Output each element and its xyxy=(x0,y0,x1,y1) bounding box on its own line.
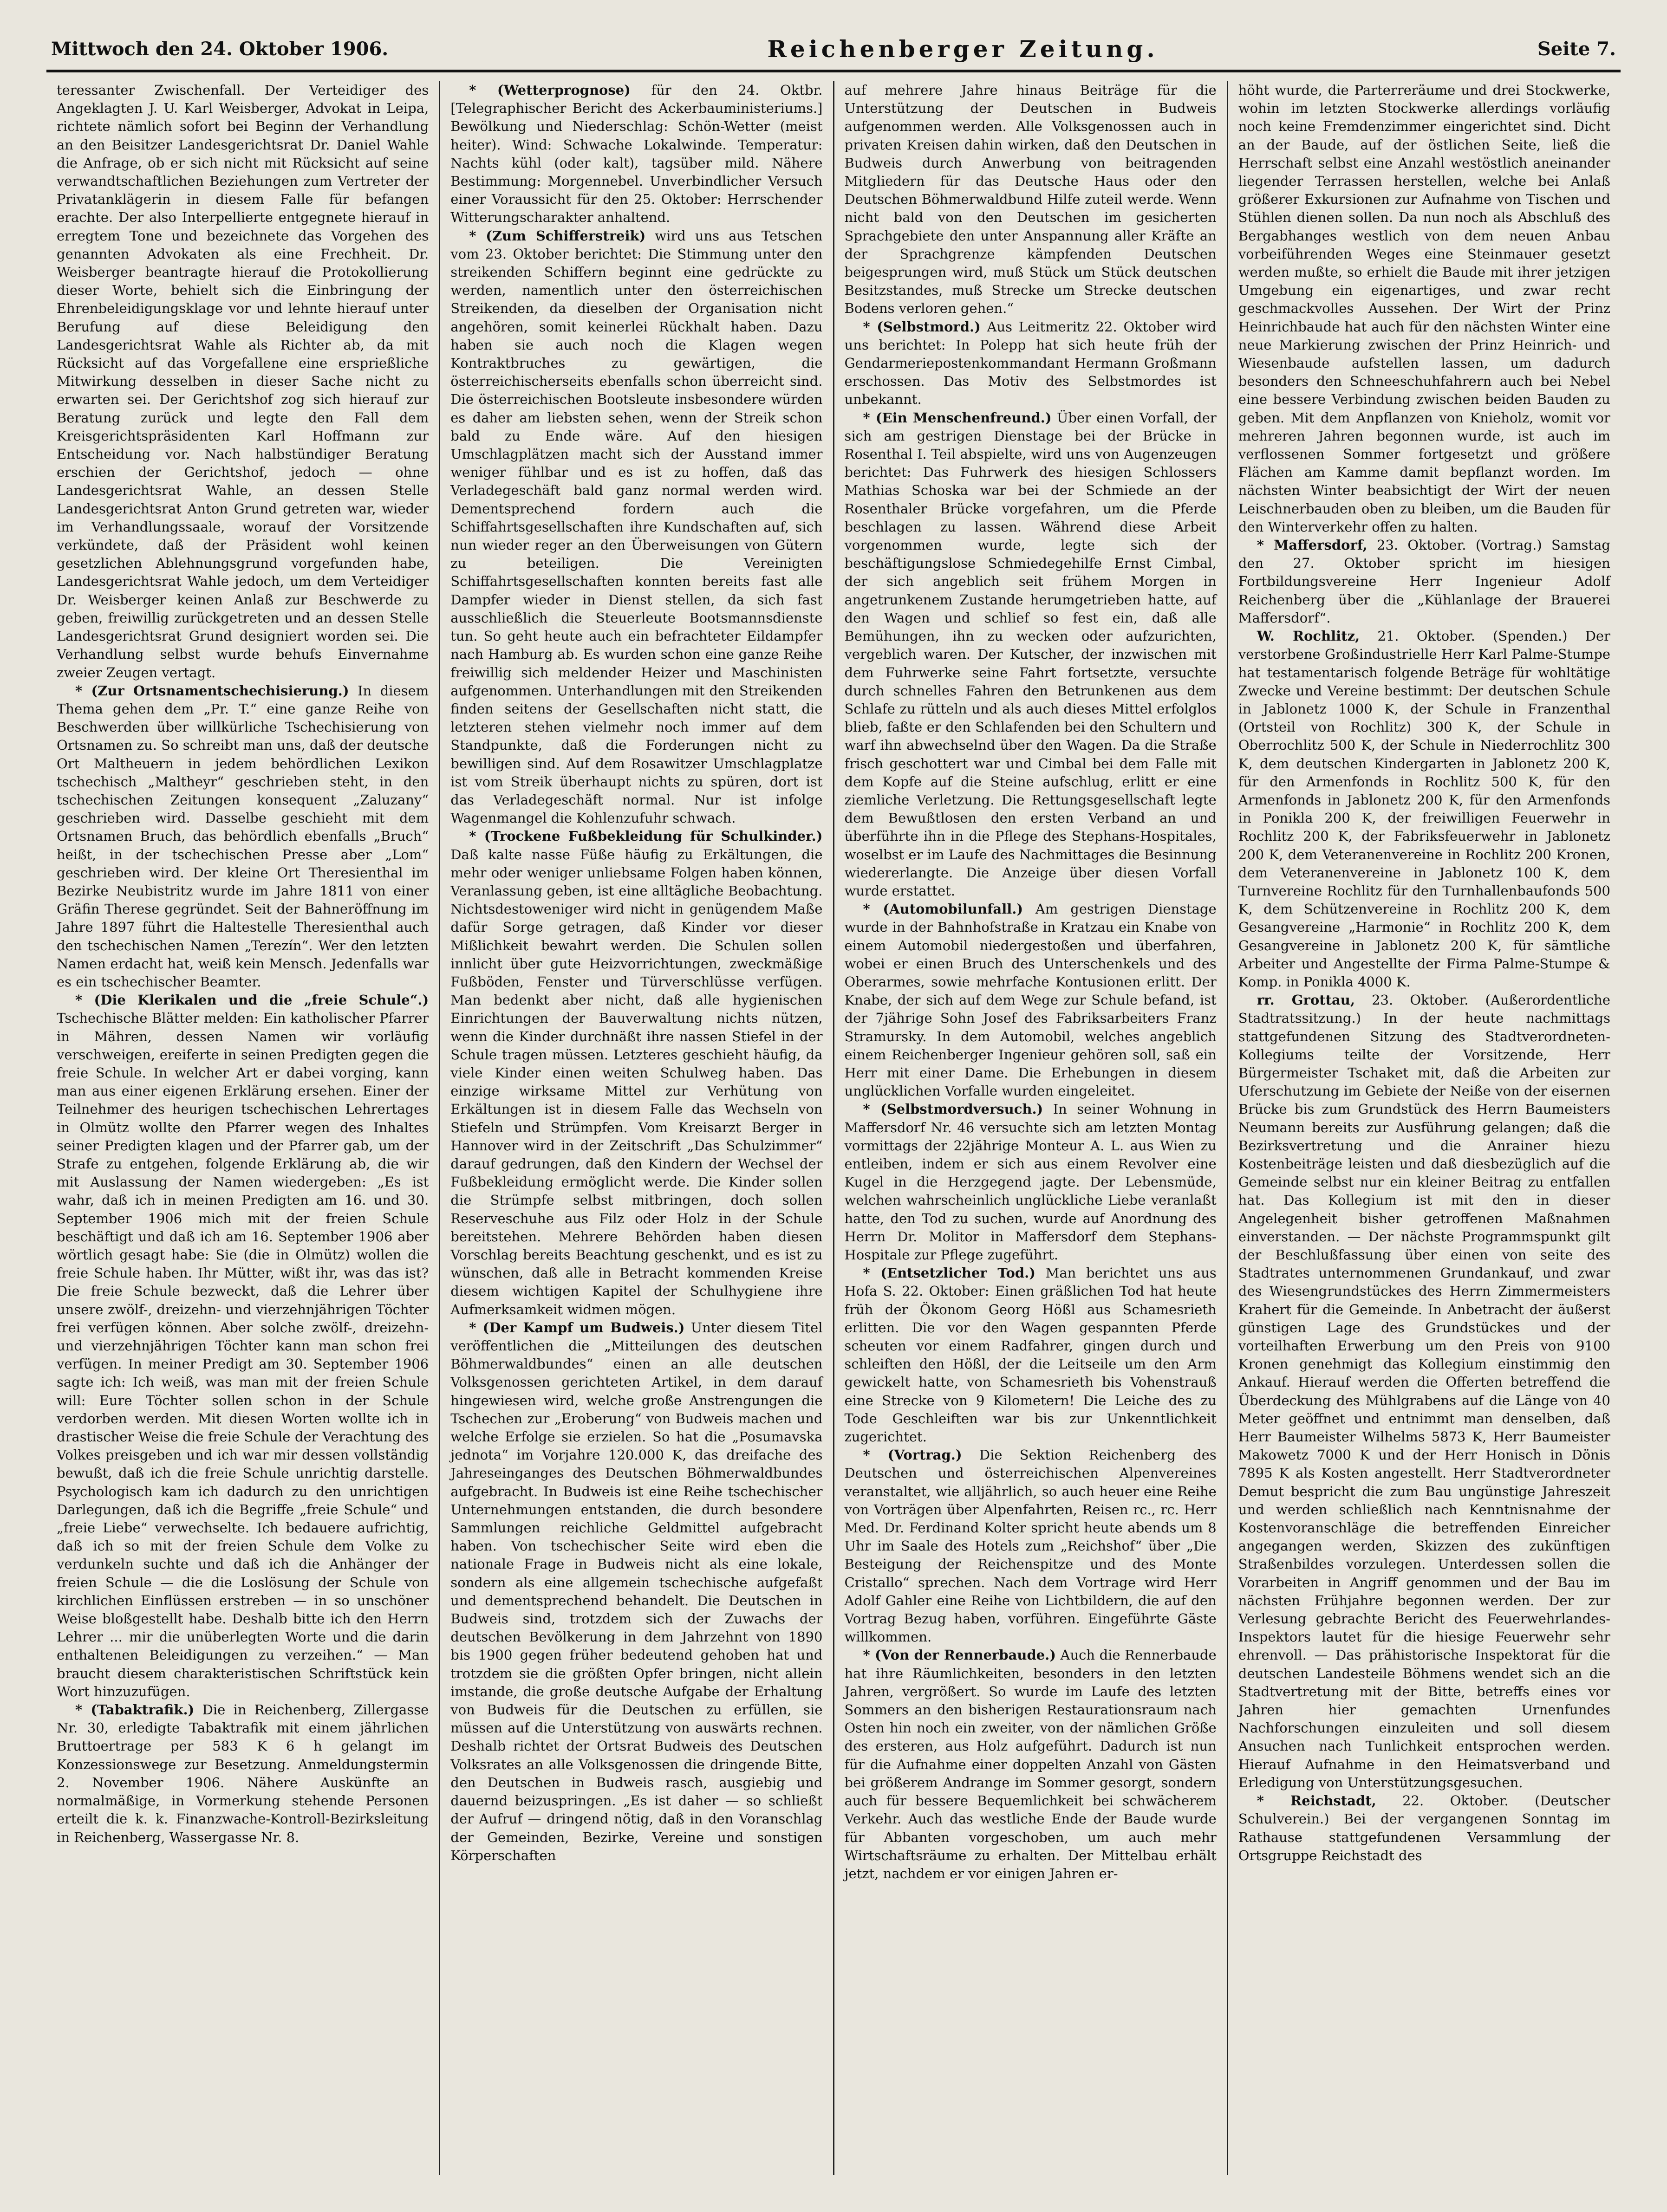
issue-date: Mittwoch den 24. Oktober 1906. xyxy=(51,38,389,60)
article-paragraph xyxy=(845,1446,1217,1646)
article-kicker: * (Automobilunfall.) xyxy=(863,901,1023,917)
article-text: 23. Oktober. (Außerordentliche Stadtratssitzung.) In der heute nachmittags stattgefundenen Sitzung des Stadtverordneten-Kollegiums teilte der Vorsitzende, Herr Bürgermeister Tschaket mit, daß die Arbeiten zur Uferschutzung im Gebiete der Neiße von der eisernen Brücke bis zum Grundstück des Herrn Baumeisters Neumann bereits zur Ausführung gelangen; daß die Bezirksvertretung und die Anrainer hiezu Kostenbeiträge leisten und daß diesbezüglich auf die Gemeinde selbst nur ein kleiner Beitrag zu entfallen hat. Das Kollegium ist mit den in dieser Angelegenheit bisher getroffenen Maßnahmen einverstanden. — Der nächste Programmspunkt gilt der Beschlußfassung über einen von seite des Stadtrates unternommenen Grundankauf, und zwar des Wiesengrundstückes des Herrn Zimmermeisters Krahert für die Gemeinde. In Anbetracht der äußerst günstigen Lage des Grundstückes und der vorteilhaften Erwerbung um den Preis von 9100 Kronen genehmigt das Kollegium einstimmig den Ankauf. Hierauf werden die Offerten betreffend die Überdeckung des Mühlgrabens auf die Länge von 40 Meter geöffnet und entnimmt man denselben, daß Herr Baumeister Wilhelms 5873 K, Herr Baumeister Makowetz 7000 K und der Herr Honisch in Dönis 7895 K als Kosten angestellt. Herr Stadtverordneter Demut bespricht die zum Bau ungünstige Jahreszeit und werden schließlich nach Kenntnisnahme der Kostenvoranschläge die betreffenden Einreicher angegangen werden, Skizzen des zukünftigen Straßenbildes vorzulegen. Unterdessen sollen die Vorarbeiten in Angriff genommen und der Bau im nächsten Frühjahre begonnen werden. Der zur Verlesung gebrachte Bericht des Feuerwehrlandes-Inspektors lautet für die hiesige Feuerwehr sehr ehrenvoll. — Das prähistorische Inspektorat für die deutschen Landesteile Böhmens wendet sich an die Stadtvertretung mit der Bitte, betreffs eines vor Jahren hier gemachten Urnenfundes Nachforschungen einzuleiten und soll diesem Ansuchen nach Tunlichkeit entsprochen werden. Hierauf Aufnahme in den Heimatsverband und Erledigung von Unterstützungsgesuchen. xyxy=(1238,992,1610,1790)
article-kicker: rr. Grottau, xyxy=(1257,992,1355,1008)
article-kicker: * (Ein Menschenfreund.) xyxy=(863,409,1052,426)
article-kicker: * (Trockene Fußbekleidung für Schulkinder.) xyxy=(469,828,823,844)
header-rule xyxy=(46,70,1621,72)
article-kicker: * (Entsetzlicher Tod.) xyxy=(863,1265,1035,1281)
article-kicker: * (Zum Schifferstreik) xyxy=(469,227,646,244)
article-paragraph xyxy=(845,318,1217,409)
article-kicker: * (Tabaktrafik.) xyxy=(75,1702,195,1718)
article-text: Unter diesem Titel veröffentlichen die „Mitteilungen des deutschen Böhmerwaldbundes“ einen an alle deutschen Volksgenossen gerichteten Artikel, in dem darauf hingewiesen wird, welche große Anstrengungen die Tschechen zur „Eroberung“ von Budweis machen und welche Erfolge sie erzielen. So hat die „Posumavska jednota“ im Vorjahre 120.000 K, das dreifache des Jahreseinganges des Deutschen Böhmerwaldbundes aufgebracht. In Budweis ist eine Reihe tschechischer Unternehmungen entstanden, die durch besondere Sammlungen reichliche Geldmittel aufgebracht haben. Von tschechischer Seite wird eben die nationale Frage in Budweis nicht als eine lokale, sondern als eine allgemein tschechische aufgefaßt und dementsprechend behandelt. Die Deutschen in Budweis sind, trotzdem sich der Zuwachs der deutschen Bevölkerung in dem Jahrzehnt von 1890 bis 1900 gegen früher bedeutend gehoben hat und trotzdem sie die größten Opfer bringen, nicht allein imstande, die große deutsche Aufgabe der Erhaltung von Budweis für die Deutschen zu erfüllen, sie müssen auf die Unterstützung von auswärts rechnen. Deshalb richtet der Ortsrat Budweis des Deutschen Volksrates an alle Volksgenossen die dringende Bitte, den Deutschen in Budweis rasch, ausgiebig und dauernd beizuspringen. „Es ist daher — so schließt der Aufruf — dringend nötig, daß in den Voranschlag der Gemeinden, Bezirke, Vereine und sonstigen Körperschaften xyxy=(450,1319,823,1863)
article-paragraph xyxy=(845,1264,1217,1446)
article-text: In diesem Thema gehen dem „Pr. T.“ eine ganze Reihe von Beschwerden über willkürliche Tschechisierung von Ortsnamen zu. So schreibt man uns, daß der deutsche Ort Maltheuern in jedem behördlichen Lexikon tschechisch „Maltheyr“ geschrieben steht, in den tschechischen Zeitungen konsequent „Zaluzany“ geschrieben wird. Dasselbe geschieht mit dem Ortsnamen Bruch, das behördlich ebenfalls „Bruch“ heißt, in der tschechischen Presse aber „Lom“ geschrieben wird. Der kleine Ort Theresienthal im Bezirke Neubistritz wurde im Jahre 1811 von einer Gräfin Therese gegründet. Seit der Bahneröffnung im Jahre 1897 führt die Haltestelle Theresienthal auch den tschechischen Namen „Terezín“. Wer den letzten Namen erdacht hat, weiß kein Mensch. Jedenfalls war es ein tschechischer Beamter. xyxy=(57,682,429,990)
page-header xyxy=(51,32,1616,65)
article-kicker: * Maffersdorf, xyxy=(1257,537,1367,553)
article-text: 23. Oktober. (Vortrag.) Samstag den 27. Oktober spricht im hiesigen Fortbildungsvereine Herr Ingenieur Adolf Reichenberg über die „Kühlanlage der Brauerei Maffersdorf“. xyxy=(1238,537,1610,626)
article-text: Über einen Vorfall, der sich am gestrigen Dienstage bei der Brücke in Rosenthal I. Teil abspielte, wird uns von Augenzeugen berichtet: Das Fuhrwerk des hiesigen Schlossers Mathias Schoska war bei der Schmiede an der Rosenthaler Brücke vorgefahren, um die Pferde beschlagen zu lassen. Während diese Arbeit vorgenommen wurde, legte sich der beschäftigungslose Schmiedegehilfe Ernst Cimbal, der sich angeblich seit frühem Morgen in angetrunkenem Zustande herumgetrieben hatte, auf den Wagen und schlief so fest ein, daß alle Bemühungen, ihn zu wecken oder aufzurichten, vergeblich waren. Der Kutscher, der inzwischen mit dem Fuhrwerke seine Fahrt fortsetzte, versuchte durch schnelles Fahren den Betrunkenen aus dem Schlafe zu rütteln und als auch dieses Mittel erfolglos blieb, faßte er den Schlafenden bei den Schultern und warf ihn abwechselnd über den Wagen. Da die Straße frisch geschottert war und Cimbal bei dem Falle mit dem Kopfe auf die Steine aufschlug, erlitt er eine ziemliche Verletzung. Die Rettungsgesellschaft legte dem Bewußtlosen den ersten Verband an und überführte ihn in die Pflege des Stephans-Hospitales, woselbst er im Laufe des Nachmittages die Besinnung wiedererlangte. Die Anzeige über diesen Vorfall wurde erstattet. xyxy=(844,409,1217,899)
article-kicker: * (Selbstmord.) xyxy=(863,318,981,335)
article-continuation xyxy=(1238,81,1610,536)
article-paragraph xyxy=(1238,991,1610,1792)
article-text: Die in Reichenberg, Zillergasse Nr. 30, erledigte Tabaktrafik mit einem jährlichen Bruttoertrage per 583 K 6 h gelangt im Konzessionswege zur Besetzung. Anmeldungstermin 2. November 1906. Nähere Auskünfte an normalmäßige, in Vormerkung stehende Personen erteilt die k. k. Finanzwache-Kontroll-Bezirksleitung in Reichenberg, Wassergasse Nr. 8. xyxy=(57,1702,429,1845)
article-paragraph xyxy=(57,991,429,1701)
article-kicker: W. Rochlitz, xyxy=(1257,628,1360,644)
article-text: 21. Oktober. (Spenden.) Der verstorbene Großindustrielle Herr Karl Palme-Stumpe hat testamentarisch folgende Beträge für wohltätige Zwecke und Vereine bestimmt: Der deutschen Schule in Jablonetz 1000 K, der Schule in Franzenthal (Ortsteil von Rochlitz) 300 K, der Schule in Oberrochlitz 500 K, der Schule in Niederrochlitz 300 K, dem deutschen Kindergarten in Jablonetz 200 K, für den Armenfonds in Rochlitz 500 K, für den Armenfonds in Jablonetz 200 K, für den Armenfonds in Ponikla 200 K, der freiwilligen Feuerwehr in Rochlitz 200 K, der Fabriksfeuerwehr in Jablonetz 200 K, dem Veteranenvereine in Rochlitz 200 Kronen, dem Veteranenvereine in Jablonetz 100 K, dem Turnvereine Rochlitz für den Turnhallenbaufonds 500 K, dem Schützenvereine in Rochlitz 200 K, dem Gesangvereine „Harmonie“ in Rochlitz 200 K, dem Gesangvereine in Jablonetz 200 K, für sämtliche Arbeiter und Angestellte der Firma Palme-Stumpe & Komp. in Ponikla 4000 K. xyxy=(1238,628,1611,990)
article-text: höht wurde, die Parterreräume und drei Stockwerke, wohin im letzten Stockwerke allerdings vorläufig noch keine Fremdenzimmer eingerichtet sind. Dicht an der Baude, auf der östlichen Seite, ließ die Herrschaft selbst eine Anzahl westöstlich aneinander liegender Terrassen herstellen, welche bei Anlaß größerer Exkursionen zur Aufnahme von Tischen und Stühlen dienen sollen. Da nun noch als Abschluß des Bergabhanges westlich von dem neuen Anbau vorbeiführenden Weges eine Steinmauer gesetzt werden mußte, so erhielt die Baude mit ihrer jetzigen Umgebung ein eigenartiges, und zwar recht geschmackvolles Aussehen. Der Wirt der Prinz Heinrichbaude hat auch für den nächsten Winter eine neue Markierung zwischen der Prinz Heinrich- und Wiesenbaude aufstellen lassen, um dadurch besonders den Schneeschuhfahrern auch bei Nebel eine bessere Verbindung zwischen beiden Bauden zu geben. Mit dem Anpflanzen von Knieholz, womit vor mehreren Jahren begonnen wurde, ist auch im verflossenen Sommer fortgesetzt und größere Flächen am Kamme damit bepflanzt worden. Im nächsten Winter beabsichtigt der Wirt der neuen Leischnerbauden oben zu bleiben, um die Bauden für den Winterverkehr offen zu halten. xyxy=(1238,82,1610,535)
article-paragraph xyxy=(845,409,1217,900)
article-text: Tschechische Blätter melden: Ein katholischer Pfarrer in Mähren, dessen Namen wir vorläufig verschweigen, ereiferte in seinen Predigten gegen die freie Schule. In welcher Art er dabei vorging, kann man aus einer eigenen Erklärung ersehen. Einer der Teilnehmer des heurigen tschechischen Lehrertages in Olmütz wollte den Pfarrer wegen des Inhaltes seiner Predigten klagen und der Pfarrer gab, um der Strafe zu entgehen, folgende Erklärung ab, die wir mit Auslassung der Namen wiedergeben: „Es ist wahr, daß ich in meinen Predigten am 16. und 30. September 1906 mich mit der freien Schule beschäftigt und daß ich am 16. September 1906 aber wörtlich gesagt habe: Sie (die in Olmütz) wollen die freie Schule haben. Ihr Mütter, wißt ihr, was das ist? Die freie Schule bezweckt, daß die Lehrer über unsere zwölf-, dreizehn- und vierzehnjährigen Töchter frei verfügen können. Aber solche zwölf-, dreizehn- und vierzehnjährigen Töchter kann man schon frei verfügen. In meiner Predigt am 30. September 1906 sagte ich: Ich weiß, was man mit der freien Schule will: Eure Töchter sollen schon in der Schule verdorben werden. Mit diesen Worten wollte ich in drastischer Weise die freie Schule der Verachtung des Volkes preisgeben und ich war mir dessen vollständig bewußt, daß ich die freie Schule unrichtig darstelle. Psychologisch kam ich dadurch zu den unrichtigen Darlegungen, daß ich die Begriffe „freie Schule“ und „freie Liebe“ verwechselte. Ich bedauere aufrichtig, daß ich so mit der freien Schule dem Volke zu verdunkeln suchte und daß ich die Anhänger der freien Schule — die die Loslösung der Schule von kirchlichen Einflüssen erstreben — in so unschöner Weise bloßgestellt habe. Deshalb bitte ich den Herrn Lehrer ... mir die unüberlegten Worte und die darin enthaltenen Beleidigungen zu verzeihen.“ — Man braucht diesem charakteristischen Schriftstück kein Wort hinzuzufügen. xyxy=(57,1010,429,1700)
article-kicker: * (Der Kampf um Budweis.) xyxy=(469,1319,685,1336)
article-text: Am gestrigen Dienstage wurde in der Bahnhofstraße in Kratzau ein Knabe von einem Automobil niedergestoßen und überfahren, wobei er einen Bruch des Unterschenkels und des Oberarmes, sowie mehrfache Kontusionen erlitt. Der Knabe, der sich auf dem Wege zur Schule befand, ist der 7jährige Sohn Josef des Fabriksarbeiters Franz Stramursky. In dem Automobil, welches angeblich einem Reichenberger Ingenieur gehören soll, saß ein Herr mit einer Dame. Die Erhebungen in diesem unglücklichen Vorfalle wurden eingeleitet. xyxy=(844,901,1217,1099)
article-paragraph xyxy=(57,1701,429,1847)
article-kicker: * (Die Klerikalen und die „freie Schule“.) xyxy=(75,992,429,1008)
article-paragraph xyxy=(845,1100,1217,1264)
article-paragraph xyxy=(845,900,1217,1100)
column-2 xyxy=(440,81,834,2175)
masthead: Reichenberger Zeitung. xyxy=(767,35,1159,63)
article-kicker: * (Vortrag.) xyxy=(863,1447,962,1463)
article-paragraph xyxy=(450,81,822,227)
article-kicker: * (Zur Ortsnamentschechisierung.) xyxy=(75,682,349,699)
article-kicker: * (Von der Rennerbaude.) xyxy=(863,1647,1056,1663)
article-paragraph xyxy=(1238,627,1610,991)
article-paragraph xyxy=(450,827,822,1318)
article-text: 22. Oktober. (Deutscher Schulverein.) Bei der vergangenen Sonntag im Rathause stattgefundenen Versammlung der Ortsgruppe Reichstadt des xyxy=(1238,1793,1610,1863)
article-paragraph xyxy=(845,1646,1217,1883)
article-paragraph xyxy=(450,1319,822,1865)
article-text: In seiner Wohnung in Maffersdorf Nr. 46 versuchte sich am letzten Montag vormittags der 22jährige Monteur A. L. aus Wien zu entleiben, indem er sich aus einem Revolver eine Kugel in die Herzgegend jagte. Der Lebensmüde, welchen wahrscheinlich unglückliche Liebe veranlaßt hatte, den Tod zu suchen, wurde auf Anordnung des Herrn Dr. Molitor in Maffersdorf dem Stephans-Hospitale zur Pflege zugeführt. xyxy=(844,1101,1217,1263)
column-4 xyxy=(1228,81,1621,2175)
article-text: Daß kalte nasse Füße häufig zu Erkältungen, die mehr oder weniger unliebsame Folgen haben können, Veranlassung geben, ist eine alltägliche Beobachtung. Nichtsdestoweniger wird nicht in genügendem Maße dafür Sorge getragen, daß Kinder vor dieser Mißlichkeit bewahrt werden. Die Schulen sollen innlicht über gute Heizvorrichtungen, zweckmäßige Fußböden, Fenster und Türverschlüsse verfügen. Man bedenkt aber nicht, daß alle hygienischen Einrichtungen der Bauverwaltung nichts nützen, wenn die Kinder durchnäßt ihre nassen Stiefel in der Schule tragen müssen. Letzteres geschieht häufig, da viele Kinder einen weiten Schulweg haben. Das einzige wirksame Mittel zur Verhütung von Erkältungen ist in diesem Falle das Wechseln von Stiefeln und Strümpfen. Vom Kreisarzt Berger in Hannover wird in der Zeitschrift „Das Schulzimmer“ darauf gedrungen, daß den Kindern der Wechsel der Fußbekleidung ermöglicht werde. Die Kinder sollen die Strümpfe selbst mitbringen, doch sollen Reserveschuhe aus Filz oder Holz in der Schule bereitstehen. Mehrere Behörden haben diesen Vorschlag bereits Beachtung geschenkt, und es ist zu wünschen, daß alle in Betracht kommenden Kreise diesem wichtigen Kapitel der Schulhygiene ihre Aufmerksamkeit widmen mögen. xyxy=(450,846,823,1317)
article-text: auf mehrere Jahre hinaus Beiträge für die Unterstützung der Deutschen in Budweis aufgenommen werden. Alle Volksgenossen auch in privaten Kreisen dahin wirken, daß den Deutschen in Budweis durch Anwerbung von beitragenden Mitgliedern für das Deutsche Haus oder den Deutschen Böhmerwaldbund Hilfe zuteil werde. Wenn nicht bald von den Deutschen im gesicherten Sprachgebiete den unter Anspannung aller Kräfte an der Sprachgrenze kämpfenden Deutschen beigesprungen wird, muß Stück um Stück deutschen Besitzstandes, muß Strecke um Strecke deutschen Bodens verloren gehen.“ xyxy=(844,82,1217,317)
article-paragraph xyxy=(450,227,822,828)
article-text: Auch die Rennerbaude hat ihre Räumlichkeiten, besonders in den letzten Jahren, vergrößert. So wurde im Laufe des letzten Sommers an den bisherigen Restaurationsraum nach Osten hin noch ein zweiter, von der nämlichen Größe des ersteren, aus Holz aufgeführt. Dadurch ist nun für die Aufnahme einer doppelten Anzahl von Gästen bei größerem Andrange im Sommer gesorgt, sondern auch für bessere Bequemlichkeit bei schwächerem Verkehr. Auch das westliche Ende der Baude wurde für Abbanten vorgeschoben, um auch mehr Wirtschaftsräume zu erhalten. Der Mittelbau erhält jetzt, nachdem er vor einigen Jahren er- xyxy=(844,1647,1217,1881)
article-text: wird uns aus Tetschen vom 23. Oktober berichtet: Die Stimmung unter den streikenden Schiffern beginnt eine gedrückte zu werden, namentlich unter den österreichischen Streikenden, da dieselben der Organisation nicht angehören, somit keinerlei Rückhalt haben. Dazu haben sie auch noch die Klagen wegen Kontraktbruches zu gewärtigen, die österreichischerseits ebenfalls schon überreicht sind. Die österreichischen Bootsleute insbesondere würden es daher am liebsten sehen, wenn der Streik schon bald zu Ende wäre. Auf den hiesigen Umschlagplätzen macht sich der Ausstand immer weniger fühlbar und es ist zu hoffen, daß das Verladegeschäft bald ganz normal werden wird. Dementsprechend fordern auch die Schiffahrtsgesellschaften ihre Kundschaften auf, sich nun wieder reger an den Überweisungen von Gütern zu beteiligen. Die Vereinigten Schiffahrtsgesellschaften konnten bereits fast alle Dampfer wieder in Dienst stellen, da sich fast ausschließlich die Steuerleute Bootsmannsdienste tun. So geht heute auch ein befrachteter Eildampfer nach Hamburg ab. Es wurden schon eine ganze Reihe freiwillig sich meldender Heizer und Maschinisten aufgenommen. Unterhandlungen mit den Streikenden finden seitens der Gesellschaften nicht statt, die letzteren stehen vielmehr noch immer auf dem Standpunkte, daß die Forderungen nicht zu bewilligen sind. Auf dem Rosawitzer Umschlagplatze ist vom Streik überhaupt nichts zu spüren, dort ist das Verladegeschäft normal. Nur ist infolge Wagenmangel die Kohlenzufuhr schwach. xyxy=(450,227,823,826)
article-kicker: * Reichstadt, xyxy=(1257,1793,1376,1809)
article-text: Aus Leitmeritz 22. Oktober wird uns berichtet: In Polepp hat sich heute früh der Gendarmeriepostenkommandant Hermann Großmann erschossen. Das Motiv des Selbstmordes ist unbekannt. xyxy=(844,318,1217,408)
article-continuation xyxy=(57,81,429,682)
article-paragraph xyxy=(1238,1792,1610,1865)
article-text: Man berichtet uns aus Hofa S. 22. Oktober: Einen gräßlichen Tod hat heute früh der Ökonom Georg Hößl aus Schamesrieth erlitten. Die vor den Wagen gespannten Pferde scheuten vor einem Radfahrer, gingen durch und schleiften den Hößl, der die Leitseile um den Arm gewickelt hatte, von Schamesrieth bis Vohenstrauß eine Strecke von 9 Kilometern! Die Leiche des zu Tode Geschleiften war bis zur Unkenntlichkeit zugerichtet. xyxy=(844,1265,1217,1445)
text-columns xyxy=(46,81,1621,2175)
page-number: Seite 7. xyxy=(1537,38,1616,60)
article-text: teressanter Zwischenfall. Der Verteidiger des Angeklagten J. U. Karl Weisberger, Advokat in Leipa, richtete nämlich sofort bei Beginn der Verhandlung an den Beisitzer Landesgerichtsrat Dr. Daniel Wahle die Anfrage, ob er sich nicht mit Rücksicht auf seine verwandtschaftlichen Beziehungen zum Vertreter der Privatanklägerin in diesem Falle für befangen erachte. Der also Interpellierte entgegnete hierauf in erregtem Tone und bezeichnete das Vorgehen des genannten Advokaten als eine Frechheit. Dr. Weisberger beantragte hierauf die Protokollierung dieser Worte, behielt sich die Einbringung der Ehrenbeleidigungsklage vor und lehnte hierauf unter Berufung auf diese Beleidigung den Landesgerichtsrat Wahle als Richter ab, da mit Rücksicht auf das Vorgefallene eine ersprießliche Mitwirkung desselben in dieser Sache nicht zu erwarten sei. Der Gerichtshof zog sich hierauf zur Beratung zurück und legte den Fall dem Kreisgerichtspräsidenten Karl Hoffmann zur Entscheidung vor. Nach halbstündiger Beratung erschien der Gerichtshof, jedoch — ohne Landesgerichtsrat Wahle, an dessen Stelle Landesgerichtsrat Anton Grund getreten war, wieder im Verhandlungssaale, worauf der Vorsitzende verkündete, daß der Präsident wohl keinen gesetzlichen Ablehnungsgrund vorgefunden habe, Landesgerichtsrat Wahle jedoch, um dem Verteidiger Dr. Weisberger keinen Anlaß zur Beschwerde zu geben, freiwillig zurückgetreten und an dessen Stelle Landesgerichtsrat Grund designiert worden sei. Die Verhandlung selbst wurde behufs Einvernahme zweier Zeugen vertagt. xyxy=(57,82,429,681)
column-3 xyxy=(834,81,1228,2175)
article-paragraph xyxy=(57,682,429,991)
article-text: Die Sektion Reichenberg des Deutschen und österreichischen Alpenvereines veranstaltet, wie alljährlich, so auch heuer eine Reihe von Vorträgen über Alpenfahrten, Reisen rc., rc. Herr Med. Dr. Ferdinand Kolter spricht heute abends um 8 Uhr im Saale des Hotels zum „Reichshof“ über „Die Besteigung der Reichenspitze und des Monte Cristallo“ sprechen. Nach dem Vortrage wird Herr Adolf Gahler eine Reihe von Lichtbildern, die auf den Vortrag Bezug haben, vorführen. Eingeführte Gäste willkommen. xyxy=(844,1447,1217,1645)
article-paragraph xyxy=(1238,536,1610,627)
article-kicker: * (Wetterprognose) xyxy=(469,82,631,98)
article-kicker: * (Selbstmordversuch.) xyxy=(863,1101,1043,1117)
article-continuation xyxy=(845,81,1217,318)
article-text: für den 24. Oktbr. [Telegraphischer Bericht des Ackerbauministeriums.] Bewölkung und Niederschlag: Schön-Wetter (meist heiter). Wind: Schwache Lokalwinde. Temperatur: Nachts kühl (oder kalt), tagsüber mild. Nähere Bestimmung: Morgennebel. Unverbindlicher Versuch einer Voraussicht für den 25. Oktober: Herrschender Witterungscharakter anhaltend. xyxy=(450,82,823,226)
column-1 xyxy=(46,81,440,2175)
